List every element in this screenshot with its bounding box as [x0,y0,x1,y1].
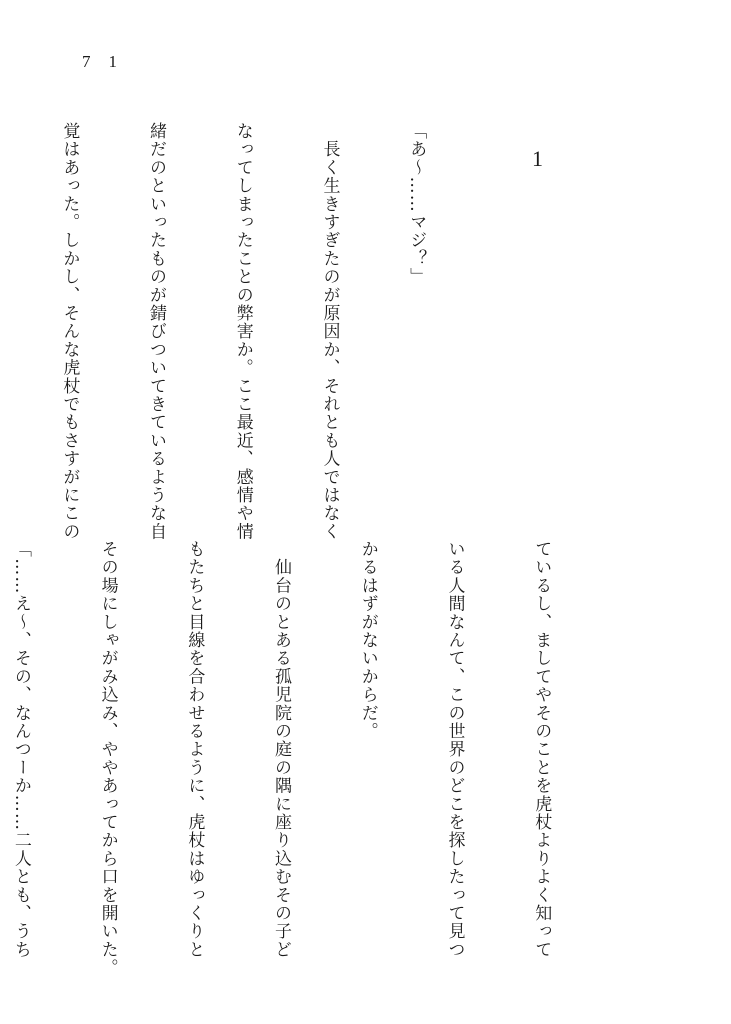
text-line: ているし、ましてやそのことを虎杖よりよく知って [531,540,552,959]
text-line: 緒だのといったものが錆びついてきているような自 [146,122,167,541]
text-line: かるはずがないからだ。 [357,540,378,741]
text-line: いる人間なんて、この世界のどこを探したって見つ [444,540,465,959]
text-line: 仙台のとある孤児院の庭の隅に座り込むその子ど [271,540,292,959]
text-line: もたちと目線を合わせるように、虎杖はゆっくりと [184,540,205,959]
text-line: 長く生きすぎたのが原因か、それとも人ではなく [319,122,340,541]
text-line: その場にしゃがみ込み、ややあってから口を開いた。 [97,540,118,977]
text-line: なってしまったことの弊害か。ここ最近、感情や情 [232,122,253,541]
text-line: 覚はあった。しかし、そんな虎杖でもさすがにこの [59,122,80,541]
page-number: 71 [82,52,135,71]
lower-text-block [10,540,613,977]
chapter-number: 1 [532,146,543,171]
upper-text-block [59,122,488,541]
text-line: 「あ〜……マジ？」 [406,122,427,286]
text-line: 「……え〜、その、なんつーか……二人とも、うち [10,540,31,959]
